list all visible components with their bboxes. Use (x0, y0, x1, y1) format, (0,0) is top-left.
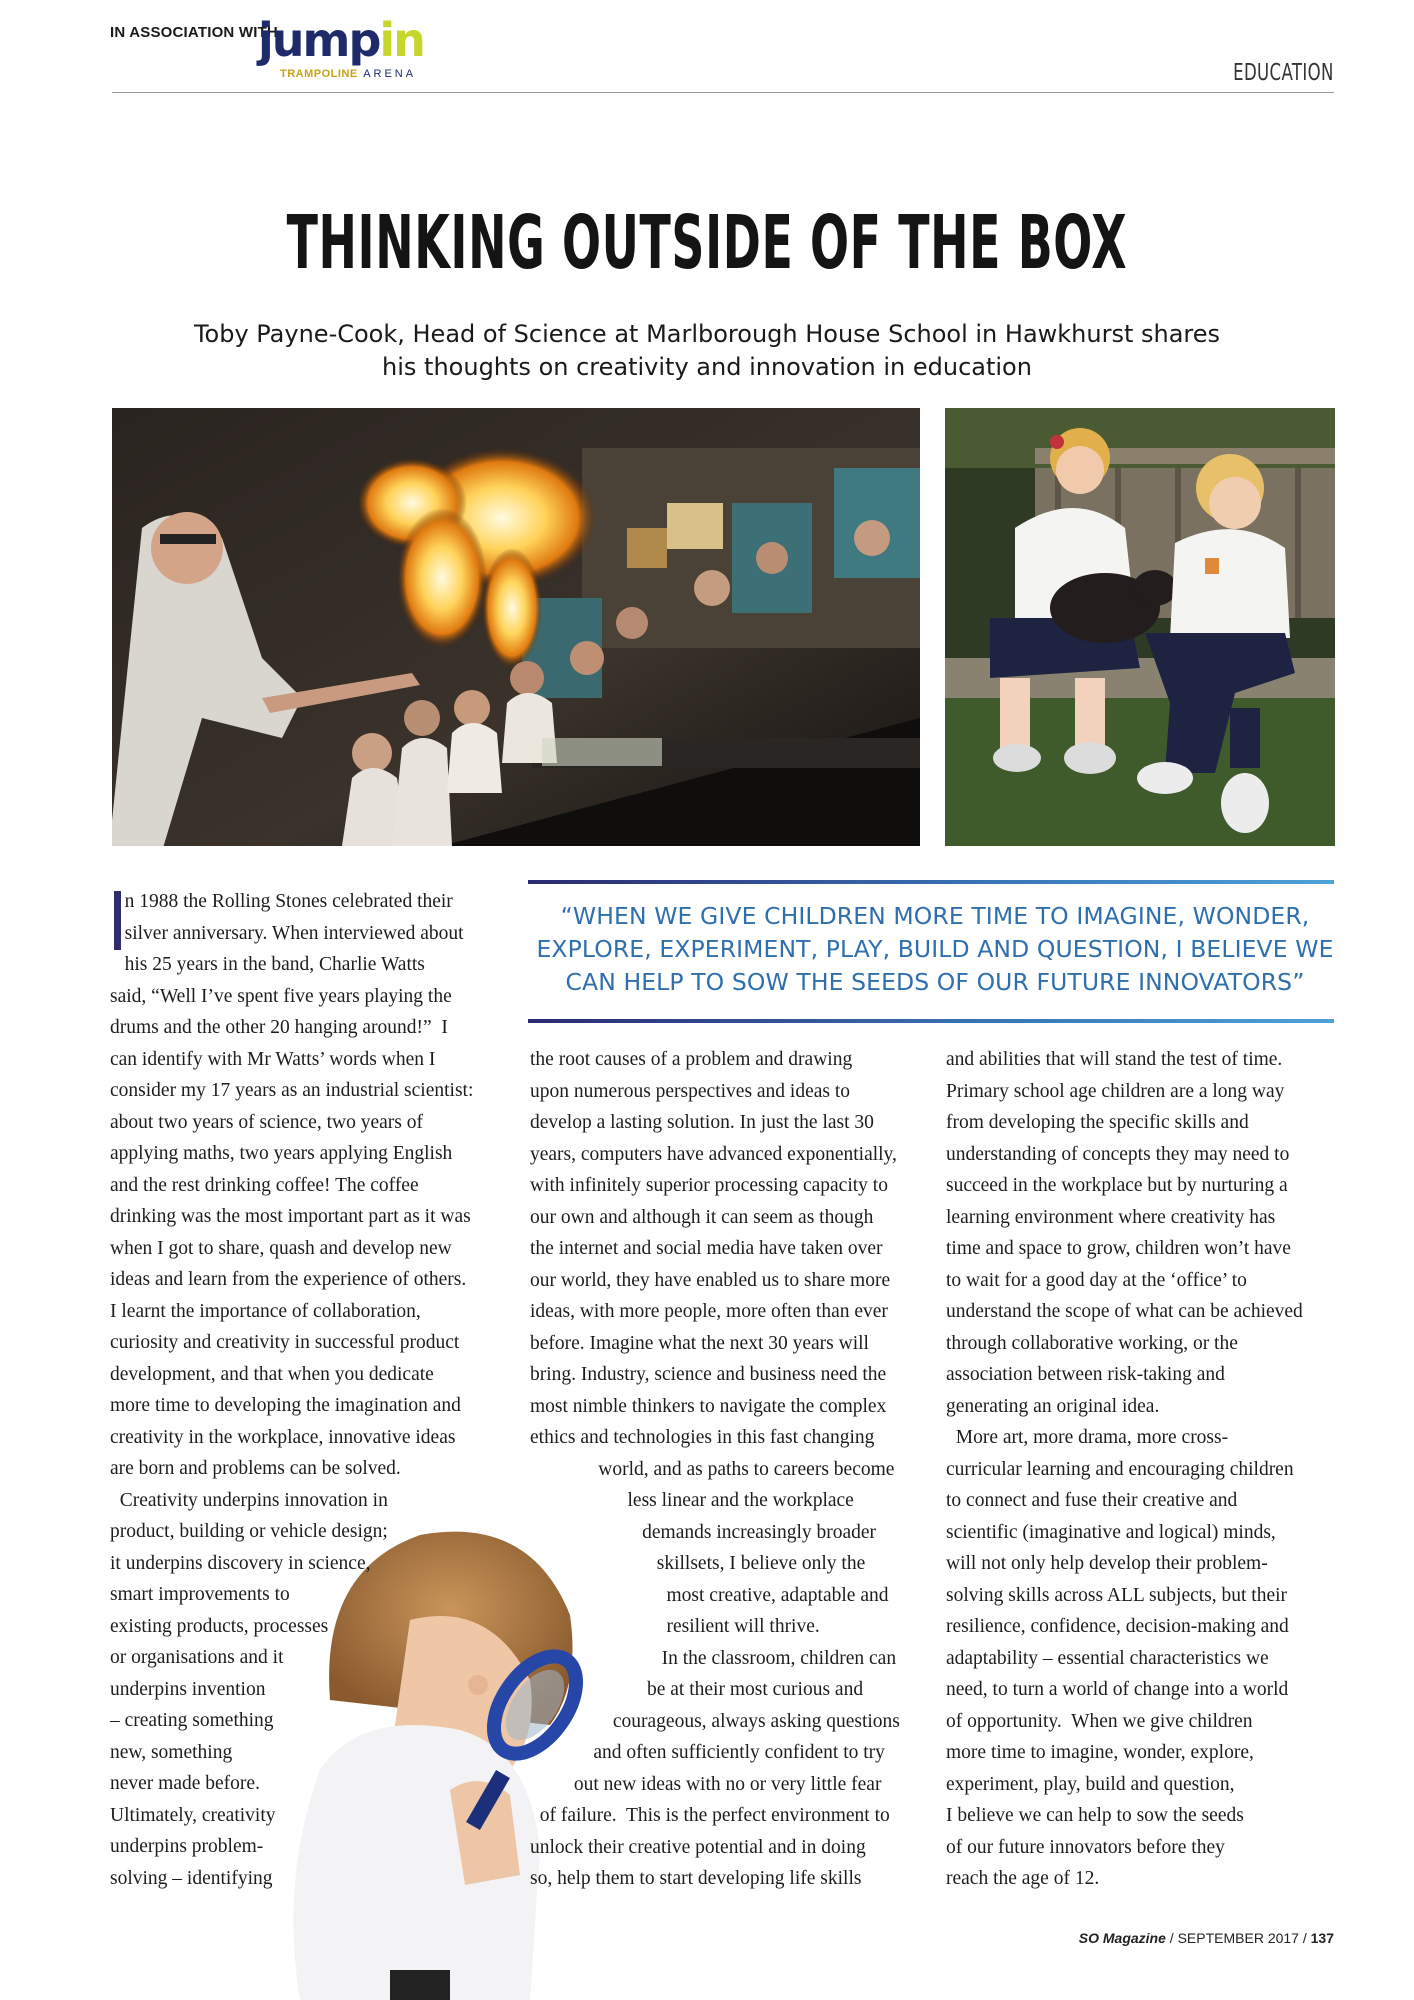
body-text-line: Ultimately, creativity (110, 1804, 276, 1826)
body-text-line: drums and the other 20 hanging around!” I (110, 1017, 448, 1038)
body-text-line: silver anniversary. When interviewed about (110, 922, 464, 944)
body-text-line: can identify with Mr Watts’ words when I (110, 1048, 436, 1070)
children-rabbit-illustration (945, 408, 1335, 846)
body-text-line: of failure. This is the perfect environment to (530, 1805, 890, 1826)
body-text-line: our world, they have enabled us to share more (530, 1269, 891, 1291)
body-text-line: to connect and fuse their creative and (946, 1490, 1238, 1511)
section-label: EDUCATION (1233, 60, 1334, 86)
body-text-line: ethics and technologies in this fast changing (530, 1427, 875, 1448)
logo-sub-arena: ARENA (363, 68, 417, 80)
body-text-line: existing products, processes (110, 1615, 329, 1637)
body-text-line: world, and as paths to careers become (530, 1458, 895, 1480)
logo-word-jump: jump (258, 13, 380, 67)
standfirst (140, 318, 1274, 384)
body-text-line: generating an original idea. (946, 1395, 1160, 1417)
body-text-line: need, to turn a world of change into a world (946, 1679, 1289, 1700)
footer-issue: SEPTEMBER 2017 (1177, 1930, 1299, 1946)
body-text-line: smart improvements to (110, 1584, 290, 1605)
body-text-line: solving skills across ALL subjects, but their (946, 1584, 1288, 1606)
body-text-line: underpins problem- (110, 1836, 264, 1857)
body-text-line: curiosity and creativity in successful product (110, 1332, 460, 1353)
body-text-line: never made before. (110, 1773, 260, 1794)
quote-bottom-rule (528, 1019, 1334, 1023)
body-text-line: before. Imagine what the next 30 years will (530, 1332, 869, 1354)
logo-subline (280, 68, 416, 80)
page-header (0, 0, 1414, 100)
body-text-line: about two years of science, two years of (110, 1111, 423, 1133)
body-text-line: skillsets, I believe only the (530, 1553, 866, 1574)
body-text-line: most nimble thinkers to navigate the complex (530, 1395, 887, 1417)
body-text-line: through collaborative working, or the (946, 1332, 1238, 1354)
footer-separator: / (1169, 1930, 1178, 1946)
headline (0, 200, 1414, 286)
body-text-line: Creativity underpins innovation in (110, 1489, 388, 1511)
body-text-line: our own and although it can seem as though (530, 1206, 874, 1228)
body-text-line: drinking was the most important part as it was (110, 1206, 471, 1227)
body-text-line: will not only help develop their problem- (946, 1553, 1268, 1574)
body-text-line: underpins invention (110, 1678, 266, 1700)
body-text-line: when I got to share, quash and develop new (110, 1237, 452, 1259)
body-column-2 (530, 1044, 922, 1895)
body-text-line: solving – identifying (110, 1867, 273, 1889)
logo-wordmark (258, 12, 424, 68)
body-text-line: resilient will thrive. (530, 1616, 820, 1637)
pull-quote (520, 900, 1350, 999)
body-text-line: bring. Industry, science and business need the (530, 1364, 887, 1385)
body-text-line: the internet and social media have taken over (530, 1238, 883, 1259)
logo-sub-trampoline: TRAMPOLINE (280, 68, 358, 80)
quote-top-rule (528, 880, 1334, 884)
body-text-line: More art, more drama, more cross- (946, 1427, 1229, 1448)
footer-magazine: SO Magazine (1078, 1930, 1166, 1946)
body-text-line: – creating something (110, 1710, 274, 1731)
pull-quote-line: “WHEN WE GIVE CHILDREN MORE TIME TO IMAGINE, WONDER, (560, 902, 1310, 930)
body-text-line: less linear and the workplace (530, 1490, 854, 1511)
body-text-line: out new ideas with no or very little fear (530, 1773, 882, 1795)
body-text-line: succeed in the workplace but by nurturing a (946, 1175, 1288, 1196)
body-text-line: of opportunity. When we give children (946, 1710, 1253, 1732)
body-text-line: most creative, adaptable and (530, 1584, 889, 1606)
body-text-line: be at their most curious and (530, 1679, 864, 1700)
body-text-line: I learnt the importance of collaboration, (110, 1300, 421, 1322)
headline-text: THINKING OUTSIDE OF THE BOX (286, 200, 1128, 286)
science-demo-photo (112, 408, 920, 846)
body-text-line: time and space to grow, children won’t have (946, 1238, 1291, 1259)
body-text-line: association between risk-taking and (946, 1364, 1225, 1385)
jump-in-logo (258, 12, 458, 84)
body-text-line: develop a lasting solution. In just the last 30 (530, 1112, 874, 1133)
body-text-line: creativity in the workplace, innovative ideas (110, 1426, 456, 1448)
pull-quote-line: CAN HELP TO SOW THE SEEDS OF OUR FUTURE INNOVATORS” (565, 968, 1305, 996)
body-text-line: ideas and learn from the experience of others. (110, 1269, 467, 1290)
body-text-line: In the classroom, children can (530, 1647, 897, 1669)
body-text-line: applying maths, two years applying English (110, 1143, 453, 1164)
page-footer (1079, 1930, 1334, 1946)
body-text-line: his 25 years in the band, Charlie Watts (110, 954, 425, 975)
footer-separator: / (1302, 1930, 1311, 1946)
body-text-line: demands increasingly broader (530, 1521, 877, 1543)
body-text-line: understand the scope of what can be achieved (946, 1301, 1303, 1322)
body-text-line: are born and problems can be solved. (110, 1458, 401, 1479)
body-text-line: upon numerous perspectives and ideas to (530, 1080, 851, 1102)
association-label: IN ASSOCIATION WITH (110, 24, 278, 41)
body-text-line: product, building or vehicle design; (110, 1521, 388, 1542)
body-text-line: resilience, confidence, decision-making and (946, 1616, 1289, 1637)
header-rule (112, 92, 1334, 93)
pull-quote-line: EXPLORE, EXPERIMENT, PLAY, BUILD AND QUESTION, I BELIEVE WE (536, 935, 1334, 963)
standfirst-line: his thoughts on creativity and innovation in education (382, 353, 1032, 381)
body-text-line: with infinitely superior processing capacity to (530, 1175, 888, 1196)
children-rabbit-photo (945, 408, 1335, 846)
body-text-line: said, “Well I’ve spent five years playing the (110, 985, 452, 1007)
body-text-line: the root causes of a problem and drawing (530, 1049, 853, 1070)
body-text-line: adaptability – essential characteristics we (946, 1647, 1269, 1669)
body-text-line: learning environment where creativity has (946, 1206, 1276, 1228)
body-text-line: understanding of concepts they may need to (946, 1143, 1290, 1165)
body-text-line: Primary school age children are a long way (946, 1080, 1285, 1102)
body-text-line: it underpins discovery in science, (110, 1552, 371, 1574)
body-text-line: development, and that when you dedicate (110, 1363, 434, 1385)
body-text-line: I believe we can help to sow the seeds (946, 1805, 1244, 1826)
body-text-line: scientific (imaginative and logical) minds, (946, 1521, 1276, 1543)
body-text-line: consider my 17 years as an industrial scientist: (110, 1080, 474, 1101)
body-text-line: courageous, always asking questions (530, 1710, 900, 1732)
body-text-line: years, computers have advanced exponentially, (530, 1143, 897, 1165)
body-text-line: or organisations and it (110, 1647, 284, 1668)
body-text-line: n 1988 the Rolling Stones celebrated their (110, 891, 453, 912)
standfirst-line: Toby Payne-Cook, Head of Science at Marlborough House School in Hawkhurst shares (193, 320, 1221, 348)
body-text-line: and the rest drinking coffee! The coffee (110, 1174, 419, 1196)
body-text-line: more time to imagine, wonder, explore, (946, 1742, 1254, 1763)
body-column-3 (946, 1044, 1338, 1895)
body-text-line: from developing the specific skills and (946, 1112, 1249, 1133)
body-text-line: curricular learning and encouraging children (946, 1458, 1294, 1480)
body-text-line: so, help them to start developing life skills (530, 1868, 862, 1889)
science-demo-illustration (112, 408, 920, 846)
body-text-line: and abilities that will stand the test of time. (946, 1049, 1283, 1070)
logo-word-in: in (379, 13, 424, 67)
body-text-line: experiment, play, build and question, (946, 1773, 1235, 1795)
body-text-line: to wait for a good day at the ‘office’ to (946, 1269, 1247, 1291)
body-text-line: more time to developing the imagination and (110, 1395, 461, 1416)
body-text-line: and often sufficiently confident to try (530, 1742, 885, 1763)
body-text-line: reach the age of 12. (946, 1868, 1100, 1889)
body-text-line: new, something (110, 1741, 233, 1763)
footer-page-number: 137 (1310, 1930, 1334, 1946)
body-text-line: unlock their creative potential and in doing (530, 1836, 866, 1858)
body-column-1 (110, 886, 510, 1894)
body-text-line: of our future innovators before they (946, 1836, 1225, 1858)
body-text-line: ideas, with more people, more often than ever (530, 1301, 888, 1322)
